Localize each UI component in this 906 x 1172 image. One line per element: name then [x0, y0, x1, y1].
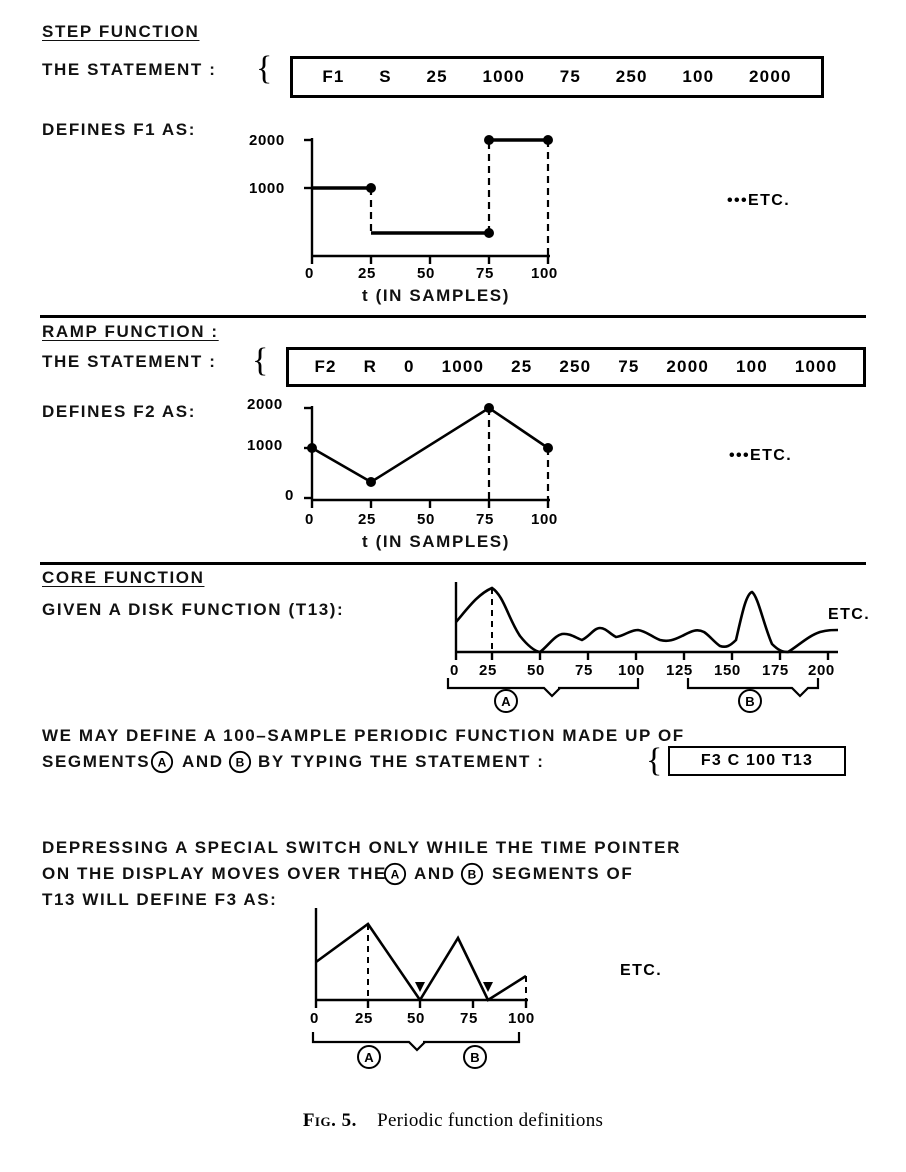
ramp-token-9: 1000: [794, 357, 838, 376]
core-xtick-200: 200: [808, 662, 835, 679]
step-etc-label: •••ETC.: [727, 192, 791, 209]
step-defines-label: DEFINES F1 AS:: [42, 120, 197, 139]
core-xtick-100: 100: [618, 662, 645, 679]
section-divider-1: [40, 315, 866, 318]
core-paragraph-line1: WE MAY DEFINE A 100–SAMPLE PERIODIC FUNCTION MADE UP OF: [42, 726, 685, 745]
core-paragraph-line2-part2: AND: [182, 752, 224, 771]
step-function-chart: [240, 130, 800, 290]
ramp-token-6: 75: [618, 357, 640, 376]
step-statement-label: THE STATEMENT :: [42, 60, 217, 79]
svg-text:A: A: [157, 755, 167, 770]
section-divider-2: [40, 562, 866, 565]
core-xtick-0: 0: [450, 662, 459, 679]
core-inline-b-badge: [228, 750, 252, 774]
ramp-token-7: 2000: [666, 357, 710, 376]
core-segment-a-badge: [493, 688, 519, 714]
result-xtick-75: 75: [460, 1010, 478, 1027]
ramp-xtick-100: 100: [531, 511, 558, 528]
core-para2-line2-part1: ON THE DISPLAY MOVES OVER THE: [42, 864, 387, 883]
result-etc-label: ETC.: [620, 962, 663, 979]
ramp-function-heading: RAMP FUNCTION :: [42, 322, 219, 341]
step-ytick-2000: 2000: [249, 132, 285, 149]
core-xtick-50: 50: [527, 662, 545, 679]
ramp-token-2: 0: [404, 357, 415, 376]
ramp-token-5: 250: [559, 357, 592, 376]
core-para2-line2-part3: SEGMENTS OF: [492, 864, 634, 883]
core-paragraph-line2-part3: BY TYPING THE STATEMENT :: [258, 752, 545, 771]
step-axis-label: t (IN SAMPLES): [362, 286, 511, 305]
core-xtick-175: 175: [762, 662, 789, 679]
result-xtick-0: 0: [310, 1010, 319, 1027]
core-para2-line1: DEPRESSING A SPECIAL SWITCH ONLY WHILE THE TIME POINTER: [42, 838, 681, 857]
step-token-5: 250: [615, 67, 648, 86]
core-inline-a-badge: [150, 750, 174, 774]
result-segment-b-badge: [462, 1044, 488, 1070]
figure-caption-prefix: Fig. 5.: [302, 1110, 357, 1131]
result-segment-brackets: [305, 1030, 555, 1052]
svg-text:B: B: [470, 1050, 480, 1065]
core-xtick-150: 150: [714, 662, 741, 679]
ramp-ytick-2000: 2000: [247, 396, 283, 413]
core-function-heading: CORE FUNCTION: [42, 568, 205, 587]
step-token-0: F1: [322, 67, 345, 86]
step-xtick-100: 100: [531, 265, 558, 282]
ramp-axis-label: t (IN SAMPLES): [362, 532, 511, 551]
step-token-3: 1000: [482, 67, 526, 86]
ramp-xtick-0: 0: [305, 511, 314, 528]
core-etc-label: ETC.: [828, 606, 871, 623]
step-xtick-75: 75: [476, 265, 494, 282]
core-xtick-125: 125: [666, 662, 693, 679]
core-para2-line2-part2: AND: [414, 864, 456, 883]
ramp-token-4: 25: [511, 357, 533, 376]
step-token-6: 100: [682, 67, 715, 86]
core-paragraph-line2-part1: SEGMENTS: [42, 752, 151, 771]
ramp-xtick-50: 50: [417, 511, 435, 528]
core-brace: {: [646, 742, 663, 779]
step-xtick-0: 0: [305, 265, 314, 282]
core-xtick-75: 75: [575, 662, 593, 679]
ramp-ytick-1000: 1000: [247, 437, 283, 454]
ramp-ytick-0: 0: [285, 487, 294, 504]
svg-text:B: B: [467, 867, 477, 882]
ramp-token-0: F2: [314, 357, 337, 376]
svg-text:A: A: [390, 867, 400, 882]
step-function-heading: STEP FUNCTION: [42, 22, 200, 41]
step-statement-box[interactable]: [290, 56, 824, 98]
core-xtick-25: 25: [479, 662, 497, 679]
result-xtick-100: 100: [508, 1010, 535, 1027]
step-ytick-1000: 1000: [249, 180, 285, 197]
result-xtick-25: 25: [355, 1010, 373, 1027]
step-xtick-25: 25: [358, 265, 376, 282]
core-statement-box[interactable]: [668, 746, 846, 776]
ramp-token-8: 100: [735, 357, 768, 376]
ramp-token-3: 1000: [441, 357, 485, 376]
core-statement-text: F3 C 100 T13: [700, 752, 814, 769]
core-para2-b-badge: [460, 862, 484, 886]
ramp-statement-label: THE STATEMENT :: [42, 352, 217, 371]
step-token-4: 75: [559, 67, 582, 86]
ramp-token-1: R: [363, 357, 378, 376]
svg-text:A: A: [501, 694, 511, 709]
core-segment-b-badge: [737, 688, 763, 714]
ramp-statement-box[interactable]: [286, 347, 866, 387]
core-para2-line3: T13 WILL DEFINE F3 AS:: [42, 890, 278, 909]
ramp-function-chart: [240, 400, 800, 530]
figure-caption: [0, 1110, 906, 1132]
ramp-xtick-75: 75: [476, 511, 494, 528]
result-xtick-50: 50: [407, 1010, 425, 1027]
ramp-xtick-25: 25: [358, 511, 376, 528]
core-para2-a-badge: [383, 862, 407, 886]
ramp-brace: {: [252, 342, 269, 379]
step-brace: {: [256, 50, 273, 87]
core-given-label: GIVEN A DISK FUNCTION (T13):: [42, 600, 345, 619]
svg-text:B: B: [745, 694, 755, 709]
step-token-2: 25: [426, 67, 448, 86]
figure-caption-text: Periodic function definitions: [377, 1110, 604, 1131]
svg-text:B: B: [235, 755, 245, 770]
step-xtick-50: 50: [417, 265, 435, 282]
ramp-etc-label: •••ETC.: [729, 447, 793, 464]
ramp-defines-label: DEFINES F2 AS:: [42, 402, 197, 421]
svg-text:A: A: [364, 1050, 374, 1065]
result-segment-a-badge: [356, 1044, 382, 1070]
step-token-1: S: [379, 67, 392, 86]
step-token-7: 2000: [749, 67, 792, 86]
